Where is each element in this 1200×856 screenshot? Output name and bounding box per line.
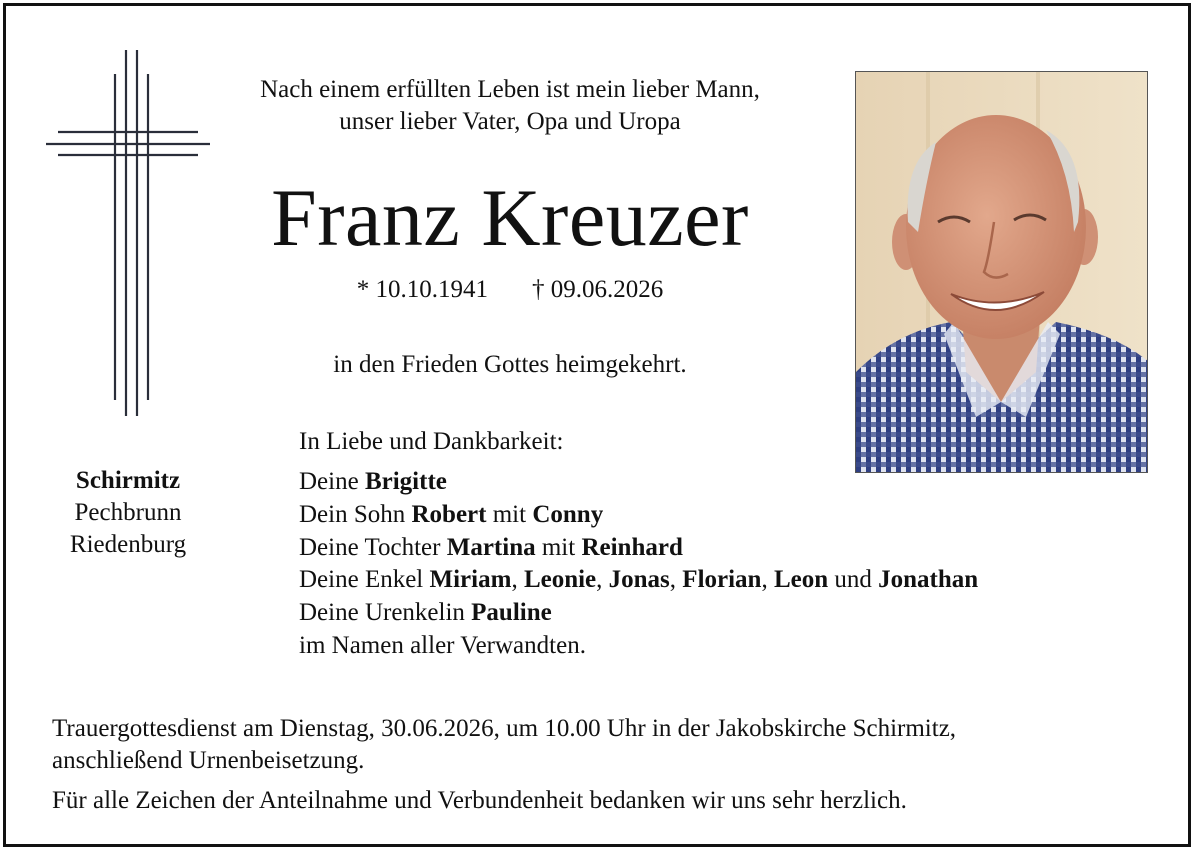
- passing-text: in den Frieden Gottes heimgekehrt.: [333, 351, 687, 378]
- service-line-2: anschließend Urnenbeisetzung.: [52, 747, 365, 774]
- mourners-heading: In Liebe und Dankbarkeit:: [299, 428, 564, 455]
- life-dates: [180, 274, 840, 306]
- places-list: [48, 465, 208, 561]
- family-line-son: Dein Sohn Robert mit Conny: [299, 500, 604, 528]
- family-line-daughter: Deine Tochter Martina mit Reinhard: [299, 533, 683, 561]
- place-primary: Schirmitz: [75, 467, 181, 494]
- family-line-grandchildren: Deine Enkel Miriam, Leonie, Jonas, Florian, Leon und Jonathan: [299, 566, 979, 594]
- place-item: Riedenburg: [69, 531, 187, 558]
- deceased-name: Franz Kreuzer: [271, 172, 749, 263]
- death-date: † 09.06.2026: [532, 276, 664, 303]
- intro-text: [180, 74, 840, 138]
- intro-line-1: Nach einem erfüllten Leben ist mein lieber Mann,: [260, 76, 760, 103]
- family-line-great-grandchild: Deine Urenkelin Pauline: [299, 599, 552, 627]
- intro-line-2: unser lieber Vater, Opa und Uropa: [339, 108, 681, 135]
- service-info: [52, 713, 956, 777]
- thanks-text: Für alle Zeichen der Anteilnahme und Verbundenheit bedanken wir uns sehr herzlich.: [52, 787, 907, 814]
- service-line-1: Trauergottesdienst am Dienstag, 30.06.2026, um 10.00 Uhr in der Jakobskirche Schirmitz,: [52, 715, 957, 742]
- family-list: [299, 466, 978, 663]
- portrait-image: [856, 72, 1148, 473]
- family-line-wife: Deine Brigitte: [299, 468, 447, 495]
- birth-date: * 10.10.1941: [356, 276, 488, 303]
- portrait-photo: [855, 71, 1148, 473]
- family-line-relatives: im Namen aller Verwandten.: [299, 631, 586, 659]
- place-item: Pechbrunn: [74, 499, 182, 526]
